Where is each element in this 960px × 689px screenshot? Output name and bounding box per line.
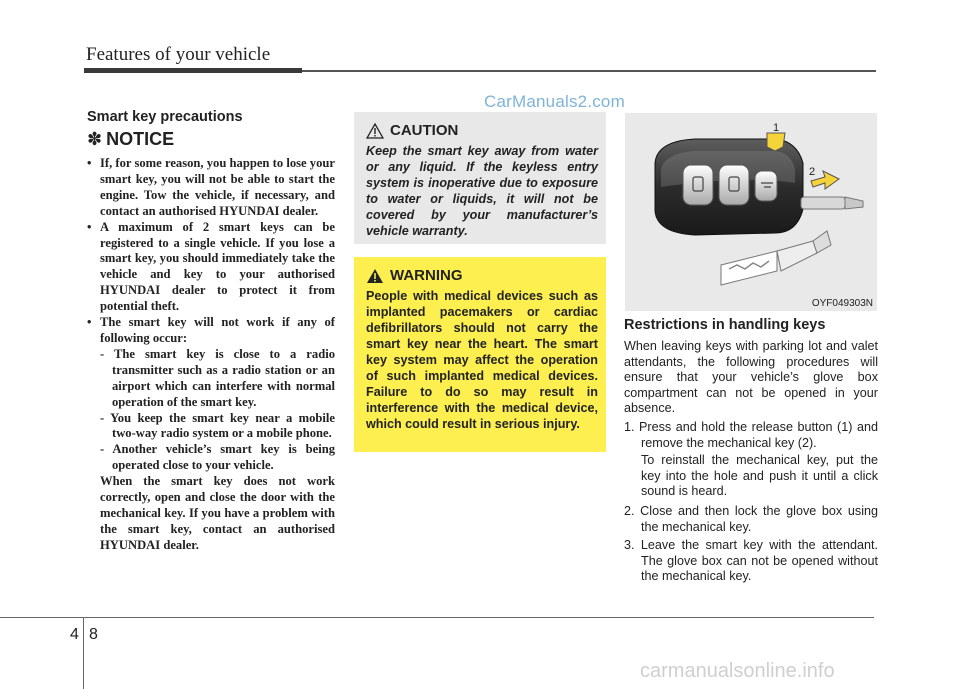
- pull-arrow-icon: [811, 171, 839, 189]
- smart-key-illustration: [625, 113, 877, 311]
- caution-title: CAUTION: [390, 122, 459, 139]
- restrictions-steps: [624, 420, 878, 585]
- warning-triangle-icon: [366, 268, 384, 284]
- bullet-icon: •: [87, 156, 92, 170]
- bullet-text: A maximum of 2 smart keys can be registered to a single vehicle. If you lose a smart key, you should immediately take the vehicle and key to your authorised HYUNDAI dealer to protect it from potential theft.: [100, 219, 335, 314]
- step-text: 1. Press and hold the release button (1) and remove the mechanical key (2).: [624, 419, 878, 450]
- notice-heading: [87, 129, 335, 150]
- bullet-text: If, for some reason, you happen to lose your smart key, you will not be able to start the engine. Tow the vehicle, if necessary, and contact an authorised HYUNDAI dealer.: [100, 156, 335, 218]
- list-item: 3. Leave the smart key with the attendant. The glove box can not be opened without the mechanical key.: [624, 538, 878, 584]
- page-chapter: 4: [70, 626, 79, 643]
- caution-heading: [366, 122, 598, 139]
- list-item: - The smart key is close to a radio transmitter such as a radio station or an airport which can interfere with normal operation of the smart key.: [100, 346, 335, 409]
- figure-label-2: 2: [809, 166, 816, 178]
- condition-sublist: [100, 347, 335, 474]
- list-item: [87, 315, 335, 474]
- notice-star-icon: ✽: [87, 129, 103, 149]
- figure-label-1: 1: [773, 122, 780, 134]
- restrictions-heading: Restrictions in handling keys: [624, 317, 826, 333]
- page-number: 8: [89, 626, 98, 643]
- list-item: [87, 156, 335, 220]
- page-header-title: Features of your vehicle: [86, 44, 271, 65]
- footer-rule: [0, 617, 874, 618]
- footer-divider: [83, 617, 84, 689]
- warning-title: WARNING: [390, 267, 463, 284]
- warning-text: People with medical devices such as implanted pacemakers or cardiac defibrillators should not carry the smart key near the heart. The smart key system may affect the operation of such implanted medical devices. Failure to do so may result in interference with the medical device, which could result in serious injury.: [366, 289, 598, 431]
- list-item: [87, 220, 335, 315]
- bullet-icon: •: [87, 315, 92, 330]
- notice-tail-paragraph: When the smart key does not work correctly, open and close the door with the mechanical key. If you have a problem with the smart key, contact an authorised HYUNDAI dealer.: [100, 474, 335, 552]
- caution-triangle-icon: [366, 123, 384, 139]
- list-item: [624, 420, 878, 500]
- caution-box: [354, 112, 606, 244]
- warning-box: [354, 257, 606, 452]
- smart-key-drawing: [625, 113, 877, 311]
- list-item: 2. Close and then lock the glove box using the mechanical key.: [624, 503, 878, 534]
- left-column: [87, 109, 335, 554]
- notice-title: NOTICE: [106, 129, 175, 149]
- caution-text: Keep the smart key away from water or any liquid. If the keyless entry system is inoperative due to exposure to water or liquids, it will not be covered by your manufacturer’s vehicle warranty.: [366, 144, 598, 238]
- header-rule-light: [302, 70, 876, 72]
- figure-code: OYF049303N: [811, 298, 873, 309]
- list-item: - Another vehicle’s smart key is being operated close to your vehicle.: [100, 442, 335, 473]
- list-item: - You keep the smart key near a mobile two-way radio system or a mobile phone.: [100, 410, 335, 441]
- notice-bullet-list: [87, 156, 335, 474]
- bullet-text: The smart key will not work if any of following occur:: [100, 315, 335, 345]
- warning-heading: [366, 267, 598, 284]
- step-1-note: To reinstall the mechanical key, put the key into the hole and push it until a click sound is heard.: [641, 453, 878, 499]
- watermark-bottom: carmanualsonline.info: [640, 660, 835, 682]
- restrictions-intro: When leaving keys with parking lot and valet attendants, the following procedures will ensure that your vehicle’s glove box compartment can not be opened in your absence.: [624, 339, 878, 416]
- watermark-top: CarManuals2.com: [484, 92, 625, 111]
- bullet-icon: •: [87, 219, 92, 234]
- detached-mechanical-key: [721, 231, 831, 285]
- key-fob: [655, 139, 803, 235]
- right-column: [624, 317, 878, 588]
- header-rule-dark: [84, 68, 302, 73]
- smart-key-precautions-heading: Smart key precautions: [87, 109, 243, 125]
- mechanical-key-in-fob: [801, 197, 863, 209]
